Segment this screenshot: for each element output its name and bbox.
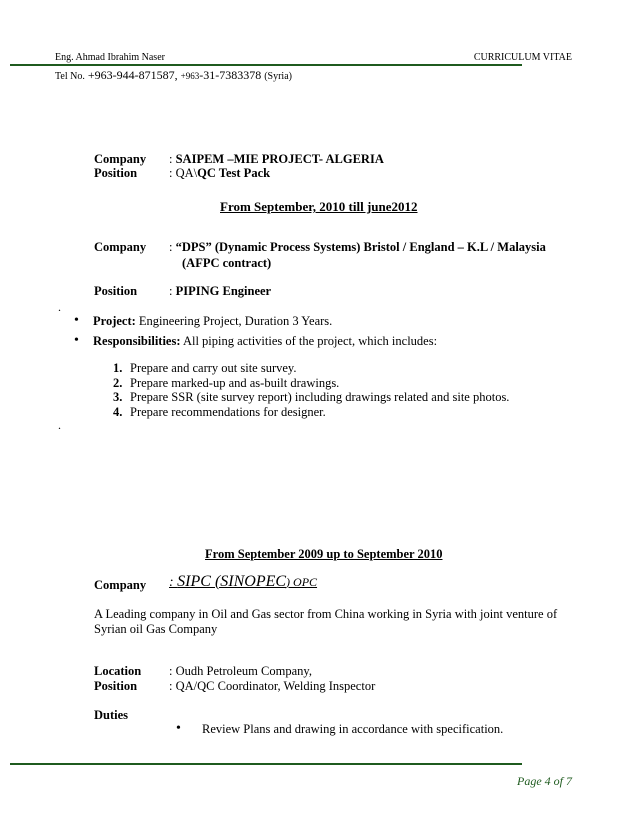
job1-position-value: : QA\QC Test Pack (169, 166, 271, 180)
bullet-text: Engineering Project, Duration 3 Years. (135, 314, 333, 328)
job2-company-value: : “DPS” (Dynamic Process Systems) Bristol / England – K.L / Malaysia (169, 240, 546, 254)
job3-position-text: QA/QC Coordinator, Welding Inspector (175, 679, 376, 693)
job1-period: From September, 2010 till june2012 (220, 199, 418, 214)
list-item (113, 361, 509, 376)
job3-description-2: Syrian oil Gas Company (94, 622, 218, 636)
bullet-label: Responsibilities: (93, 334, 181, 348)
job3-duties-label: Duties (94, 708, 129, 722)
tel-code: +963 (180, 71, 200, 81)
job3-location-value: : Oudh Petroleum Company, (169, 664, 312, 678)
bullet-label: Project: (93, 314, 136, 328)
job2-position-label: Position (94, 284, 138, 298)
job2-company-text: “DPS” (Dynamic Process Systems) Bristol / England – K.L / Malaysia (175, 240, 546, 254)
stray-dot: . (58, 300, 61, 314)
job3-company-label: Company (94, 578, 147, 592)
job3-company-value: : SIPC (SINOPEC) OPC (169, 573, 318, 590)
job3-location-label: Location (94, 664, 142, 678)
task-text: Prepare SSR (site survey report) including drawings related and site photos. (130, 390, 510, 404)
job2-company-label: Company (94, 240, 147, 254)
task-text: Prepare recommendations for designer. (130, 404, 326, 419)
job2-position-value: : PIPING Engineer (169, 284, 272, 298)
footer-rule (10, 763, 522, 765)
job2-tasks (113, 361, 509, 419)
list-item (113, 390, 509, 405)
job1-position-text: QC Test Pack (197, 166, 271, 180)
tel-country: (Syria) (264, 71, 292, 82)
tel-second: -31-7383378 (199, 68, 262, 82)
job2-position-text: PIPING Engineer (175, 284, 272, 298)
job2-company-value-2: (AFPC contract) (182, 256, 272, 270)
task-text: Prepare marked-up and as-built drawings. (130, 375, 340, 390)
task-text: Prepare and carry out site survey. (130, 361, 297, 375)
stray-dot: . (58, 418, 61, 432)
job3-company-suffix: ) OPC (286, 575, 318, 589)
list-item (113, 376, 509, 391)
job3-period: From September 2009 up to September 2010 (205, 547, 443, 561)
task-number: 3. (113, 390, 123, 404)
job1-company-value: : SAIPEM –MIE PROJECT- ALGERIA (169, 152, 384, 166)
job3-duties (172, 722, 503, 742)
bullet-text: All piping activities of the project, which includes: (180, 334, 438, 348)
task-number: 2. (113, 375, 123, 390)
list-item (70, 314, 437, 334)
job2-bullets (70, 314, 437, 354)
tel-label: Tel No. (55, 71, 85, 82)
job1-position-label: Position (94, 166, 138, 180)
task-number: 4. (113, 404, 123, 419)
job3-location-text: Oudh Petroleum Company, (175, 664, 312, 678)
tel-main: +963-944-871587, (87, 68, 178, 82)
job3-position-value: : QA/QC Coordinator, Welding Inspector (169, 679, 376, 693)
job1-company-text: SAIPEM –MIE PROJECT- ALGERIA (175, 152, 384, 166)
task-number: 1. (113, 361, 123, 375)
header-name: Eng. Ahmad Ibrahim Naser (55, 52, 165, 63)
job1-company-label: Company (94, 152, 147, 166)
header-doc-title: CURRICULUM VITAE (473, 52, 572, 63)
job3-position-label: Position (94, 679, 138, 693)
page-number: Page 4 of 7 (517, 774, 572, 788)
list-item (172, 722, 503, 742)
header-rule (10, 64, 522, 66)
header-tel (55, 68, 292, 83)
list-item (113, 405, 509, 420)
job3-description-1: A Leading company in Oil and Gas sector from China working in Syria with joint venture of (94, 607, 558, 621)
list-item (70, 334, 437, 354)
job3-company-text: SIPC (SINOPEC (177, 573, 287, 590)
job1-position-prefix: QA\ (175, 166, 198, 180)
duty-text: Review Plans and drawing in accordance with specification. (202, 722, 504, 736)
